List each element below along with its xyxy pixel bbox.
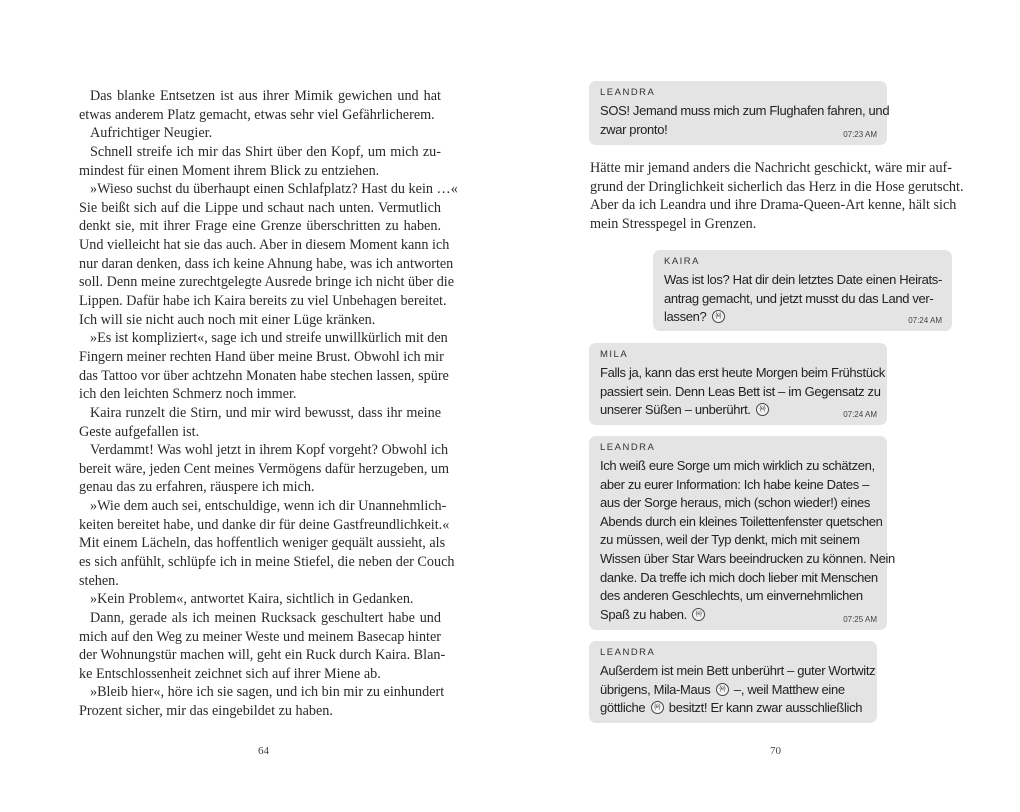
- text-line: das Tattoo vor über achtzehn Monaten habe stechen lassen, spüre: [79, 367, 449, 384]
- message-line: danke. Da treffe ich mich doch lieber mit Menschen: [600, 569, 878, 585]
- angel-smile-emoji-icon: {e}: [756, 403, 769, 416]
- message-timestamp: 07:23 AM: [843, 130, 877, 139]
- message-line: passiert sein. Denn Leas Bett ist – im Gegensatz zu: [600, 383, 881, 399]
- text-line: Schnell streife ich mir das Shirt über den Kopf, um mich zu-: [90, 143, 441, 160]
- chat-bubble: [589, 343, 887, 425]
- message-line: zwar pronto!: [600, 121, 668, 137]
- page-number-left: 64: [258, 745, 269, 757]
- message-line: unserer Süßen – unberührt. {e}: [600, 401, 771, 420]
- right-page: [510, 0, 1020, 812]
- text-line: mein Stresspegel in Grenzen.: [590, 215, 757, 232]
- sender-name: LEANDRA: [600, 442, 656, 453]
- message-line: Falls ja, kann das erst heute Morgen beim Frühstück: [600, 365, 885, 380]
- text-line: Mit einem Lächeln, das hoffentlich weniger gequält aussieht, als: [79, 535, 446, 552]
- chat-bubble: [653, 250, 952, 331]
- text-line: Hätte mir jemand anders die Nachricht geschickt, wäre mir auf-: [590, 160, 952, 176]
- text-line: mindest für einen Moment ihrem Blick zu entziehen.: [79, 162, 380, 179]
- text-line: Aufrichtiger Neugier.: [90, 125, 213, 142]
- message-line: übrigens, Mila-Maus {e} –, weil Matthew eine: [600, 681, 845, 697]
- tongue-out-emoji-icon: {e}: [712, 310, 725, 323]
- tongue-emoji-icon: {e}: [651, 701, 664, 714]
- text-line: Lippen. Dafür habe ich Kaira bereits zu viel Unbehagen bereitet.: [79, 293, 447, 310]
- sunglasses-emoji-icon: {e}: [692, 608, 705, 621]
- text-line: keiten bereitet habe, und danke dir für deine Gastfreundlichkeit.«: [79, 516, 450, 533]
- chat-bubble: [589, 436, 895, 630]
- page-number-right: 70: [770, 745, 781, 757]
- text-line: Fingern meiner rechten Hand über meine Brust. Obwohl ich mir: [79, 348, 444, 365]
- kiss-wink-emoji-icon: {e}: [716, 683, 729, 696]
- message-line: Wissen über Star Wars beeindrucken zu können. Nein: [600, 551, 895, 566]
- message-line: Was ist los? Hat dir dein letztes Date einen Heirats-: [664, 272, 942, 287]
- text-line: stehen.: [79, 572, 119, 589]
- text-line: Ich will sie nicht auch noch mit einer Lüge kränken.: [79, 311, 376, 328]
- text-line: Geste aufgefallen ist.: [79, 423, 200, 440]
- text-line: grund der Dringlichkeit sicherlich das Herz in die Hose gerutscht.: [590, 178, 964, 195]
- message-line: göttliche {e} besitzt! Er kann zwar ausschließlich: [600, 700, 863, 716]
- text-line: »Kein Problem«, antwortet Kaira, sichtlich in Gedanken.: [90, 591, 414, 608]
- message-line: SOS! Jemand muss mich zum Flughafen fahren, und: [600, 103, 890, 118]
- text-line: Prozent sicher, mir das eingebildet zu haben.: [79, 703, 333, 720]
- text-line: nur daran denken, dass ich keine Ahnung habe, was ich antworten: [79, 255, 454, 272]
- text-line: ke Entschlossenheit zeichnet sich auf ihrer Miene ab.: [79, 665, 381, 682]
- text-line: es sich anfühlt, schlüpfe ich in meine Stiefel, die neben der Couch: [79, 554, 455, 570]
- message-line: antrag gemacht, und jetzt musst du das Land ver-: [664, 290, 934, 306]
- text-line: Verdammt! Was wohl jetzt in ihrem Kopf vorgeht? Obwohl ich: [90, 442, 449, 459]
- text-line: bereit wäre, jeden Cent meines Vermögens dafür herzugeben, um: [79, 460, 450, 477]
- sender-name: LEANDRA: [600, 87, 656, 98]
- text-line: Und vielleicht hat sie das auch. Aber in diesem Moment kann ich: [79, 237, 450, 254]
- text-line: Aber da ich Leandra und ihre Drama-Queen-Art kenne, hält sich: [590, 197, 957, 214]
- chat-bubble: [589, 641, 877, 723]
- message-timestamp: 07:24 AM: [843, 410, 877, 419]
- message-line: lassen? {e}: [664, 308, 727, 327]
- chat-bubble: [589, 81, 890, 145]
- text-line: »Wieso suchst du überhaupt einen Schlafplatz? Hast du kein …«: [90, 181, 458, 198]
- message-line: Ich weiß eure Sorge um mich wirklich zu schätzen,: [600, 458, 875, 473]
- text-line: »Es ist kompliziert«, sage ich und streife unwillkürlich mit den: [90, 330, 448, 347]
- text-line: »Bleib hier«, höre ich sie sagen, und ich bin mir zu einhundert: [90, 684, 445, 701]
- text-line: genau das zu erfahren, räuspere ich mich.: [79, 479, 315, 496]
- text-line: ich den leichten Schmerz noch immer.: [79, 386, 297, 403]
- text-line: denkt sie, mit ihrer Frage eine Grenze überschritten zu haben.: [79, 218, 441, 235]
- text-line: etwas anderem Platz gemacht, etwas sehr viel Gefährlicherem.: [79, 106, 435, 123]
- text-line: Dann, gerade als ich meinen Rucksack geschultert habe und: [90, 609, 441, 626]
- text-line: »Wie dem auch sei, entschuldige, wenn ich dir Unannehmlich-: [90, 498, 447, 515]
- sender-name: KAIRA: [664, 256, 701, 267]
- message-line: Abends durch ein kleines Toilettenfenster quetschen: [600, 513, 883, 529]
- message-line: des anderen Geschlechts, um einvernehmlichen: [600, 588, 863, 604]
- text-line: Das blanke Entsetzen ist aus ihrer Mimik gewichen und hat: [90, 88, 441, 104]
- text-line: der Wohnungstür machen will, geht ein Ruck durch Kaira. Blan-: [79, 647, 446, 664]
- message-line: aber zu eurer Information: Ich habe keine Dates –: [600, 476, 870, 492]
- text-line: soll. Denn meine zurechtgelegte Ausrede bringe ich nicht über die: [79, 274, 455, 291]
- message-line: zu müssen, weil der Typ denkt, mich mit seinem: [600, 532, 860, 548]
- text-line: mich auf den Weg zu meiner Weste und meinem Basecap hinter: [79, 628, 442, 645]
- message-line: Außerdem ist mein Bett unberührt – guter Wortwitz: [600, 663, 876, 678]
- sender-name: MILA: [600, 349, 629, 360]
- text-line: Sie beißt sich auf die Lippe und schaut nach unten. Vermutlich: [79, 199, 441, 216]
- message-line: aus der Sorge heraus, mich (schon wieder!) eines: [600, 495, 871, 511]
- sender-name: LEANDRA: [600, 647, 656, 658]
- message-timestamp: 07:24 AM: [908, 316, 942, 325]
- text-line: Kaira runzelt die Stirn, und mir wird bewusst, dass ihr meine: [90, 404, 441, 421]
- message-timestamp: 07:25 AM: [843, 615, 877, 624]
- message-line: Spaß zu haben. {e}: [600, 606, 707, 625]
